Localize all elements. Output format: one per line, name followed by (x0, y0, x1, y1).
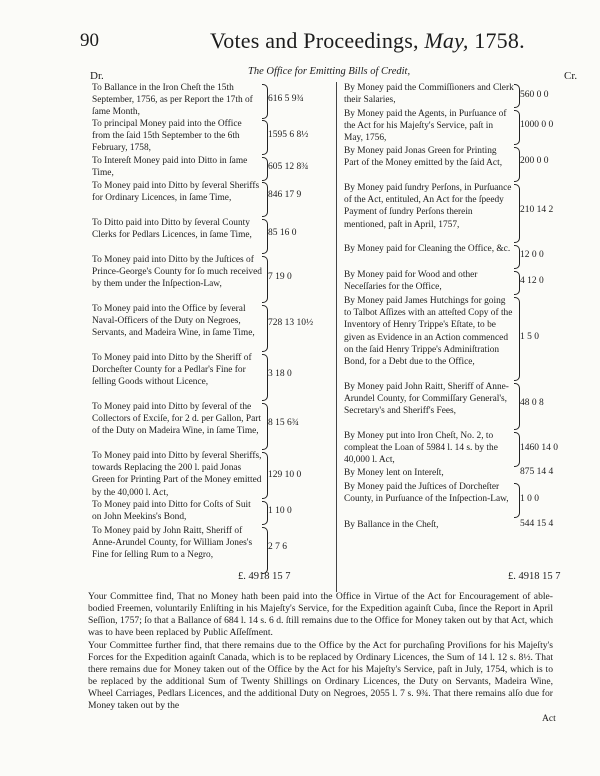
committee-paragraph: Your Committee further find, that there remains due to the Office by the Act for purchaſing Proviſions for his Majeſty's Forces for the Expedition againſt Canada, which is to be replaced by Ordinary Licences, the Sum of 14 l. 12 s. 8½. That there remains due for Money taken out of the Office by the Act for his Majeſty's Service, paſt in July, 1754, which is to be replaced by the additional Sum of Twenty Shillings on Ordinary Licences, the Duty on Servants, Madeira Wine, Wheel Carriages, Pedlars Licences, and the additional Duty on Negroes, 2055 l. 7 s. 9¾. That there remains alſo due for Money taken out by the (88, 640, 553, 711)
title-year: 1758. (474, 28, 525, 53)
page-title (210, 28, 525, 54)
debit-amount: 3 18 0 (268, 369, 292, 379)
catchword: Act (542, 713, 556, 724)
debit-entry: To Ditto paid into Ditto by ſeveral County Clerks for Pedlars Licences, in ſame Time, (92, 218, 252, 241)
credit-entry: By Money paid the Commiſſioners and Clerk their Salaries, (344, 83, 514, 106)
credit-entry: By Money paid John Raitt, Sheriff of Anne-Arundel County, for Commiſſary General's, Secretary's and Sheriff's Fees, (344, 382, 509, 417)
committee-paragraph: Your Committee find, That no Money hath been paid into the Office in Virtue of the Act for Encouragement of able-bodied Freemen, voluntarily Enliſting in his Majeſty's Service, for the Expedition againſt Cuba, ſince the Report in April Seſſion, 1757; ſo that a Ballance of 684 l. 14 s. 6 d. ſtill remains due to the Office for Money taken out by that Act, which was to have been replaced by Public Aſſeſſment. (88, 591, 553, 638)
debit-amount: 8 15 6¾ (268, 418, 299, 428)
debit-amount: 1595 6 8½ (268, 130, 309, 140)
credit-total: £. 4918 15 7 (508, 571, 561, 582)
credit-amount: 875 14 4 (520, 467, 554, 477)
debit-entry: To Money paid into Ditto by ſeveral Sheriffs, towards Replacing the 200 l. paid Jonas Green for Printing Part of the Money emitted by the 40,000 l. Act, (92, 451, 262, 498)
credit-entry: By Money paid ſundry Perſons, in Purſuance of the Act, entituled, An Act for the ſpeedy Payment of ſundry Perſons therein mentioned, paſt in April, 1757, (344, 183, 512, 230)
debit-amount: 85 16 0 (268, 228, 297, 238)
debit-entry: To Money paid into the Office by ſeveral Naval-Officers of the Duty on Negroes, Servants, and Madeira Wine, in ſame Time, (92, 304, 255, 339)
debit-amount: 2 7 6 (268, 542, 287, 552)
debit-total: £. 4918 15 7 (238, 571, 291, 582)
debit-entry: To Money paid into Ditto for Coſts of Suit on John Meekins's Bond, (92, 500, 251, 523)
page-header (0, 28, 600, 58)
title-main: Votes and Proceedings, (210, 28, 419, 53)
credit-amount: 1460 14 0 (520, 443, 558, 453)
ledger-divider (336, 82, 337, 592)
credit-amount: 4 12 0 (520, 276, 544, 286)
debit-amount: 7 19 0 (268, 272, 292, 282)
debit-entry: To Ballance in the Iron Cheſt the 15th September, 1756, as per Report the 17th of ſame Month, (92, 83, 253, 118)
office-caption: The Office for Emitting Bills of Credit, (248, 66, 411, 77)
credit-amount: 210 14 2 (520, 205, 554, 215)
page-number: 90 (80, 30, 99, 51)
debit-entry: To Money paid into Ditto by ſeveral Sheriffs for Ordinary Licences, in ſame Time, (92, 181, 260, 204)
debit-label: Dr. (90, 70, 104, 82)
credit-entry: By Money paid for Cleaning the Office, &c. (344, 244, 511, 254)
credit-entry: By Money paid James Hutchings for going to Talbot Aſſizes with an atteſted Copy of the Inventory of Henry Trippe's Eſtate, to be given as Evidence in an Action commenced on the ſaid Henry Trippe's Adminiſtration Bond, for a Debt due to the Office, (344, 296, 513, 368)
debit-amount: 616 5 9¾ (268, 94, 304, 104)
credit-entry: By Money paid Jonas Green for Printing Part of the Money emitted by the ſaid Act, (344, 146, 503, 169)
credit-amount: 48 0 8 (520, 398, 544, 408)
credit-amount: 200 0 0 (520, 156, 549, 166)
credit-entry: By Money paid the Juſtices of Dorcheſter County, in Purſuance of the Inſpection-Law, (344, 482, 509, 505)
debit-amount: 846 17 9 (268, 190, 302, 200)
credit-amount: 544 15 4 (520, 519, 554, 529)
credit-amount: 1 5 0 (520, 332, 539, 342)
credit-amount: 1000 0 0 (520, 120, 554, 130)
credit-entry: By Money put into Iron Cheſt, No. 2, to compleat the Loan of 5984 l. 14 s. by the 40,000 l. Act, (344, 431, 498, 466)
debit-amount: 129 10 0 (268, 470, 302, 480)
debit-amount: 728 13 10½ (268, 318, 314, 328)
credit-entry: By Ballance in the Cheſt, (344, 520, 439, 530)
debit-entry: To principal Money paid into the Office from the ſaid 15th September to the 6th February, 1758, (92, 119, 242, 154)
credit-amount: 1 0 0 (520, 494, 539, 504)
debit-entry: To Money paid into Ditto by the Sheriff of Dorcheſter County for a Pedlar's Fine for ſelling Goods without Licence, (92, 353, 252, 388)
debit-amount: 605 12 8¾ (268, 162, 309, 172)
debit-entry: To Money paid into Ditto by ſeveral of the Collectors of Exciſe, for 2 d. per Gallon, Part of the Duty on Madeira Wine, in ſame Time, (92, 402, 261, 437)
credit-entry: By Money lent on Intereſt, (344, 468, 444, 478)
title-month: May, (424, 28, 469, 53)
credit-entry: By Money paid for Wood and other Neceſſaries for the Office, (344, 270, 478, 293)
credit-label: Cr. (564, 70, 578, 82)
debit-entry: To Money paid into Ditto by the Juſtices of Prince-George's County for ſo much received by them under the Inſpection-Law, (92, 255, 262, 290)
debit-entry: To Intereſt Money paid into Ditto in ſame Time, (92, 156, 248, 179)
credit-amount: 12 0 0 (520, 250, 544, 260)
credit-entry: By Money paid the Agents, in Purſuance of the Act for his Majeſty's Service, paſt in May, 1756, (344, 109, 507, 144)
debit-amount: 1 10 0 (268, 506, 292, 516)
debit-brace (262, 305, 268, 352)
credit-amount: 560 0 0 (520, 90, 549, 100)
debit-entry: To Money paid by John Raitt, Sheriff of Anne-Arundel County, for William Jones's Fine for ſelling Rum to a Negro, (92, 526, 253, 561)
